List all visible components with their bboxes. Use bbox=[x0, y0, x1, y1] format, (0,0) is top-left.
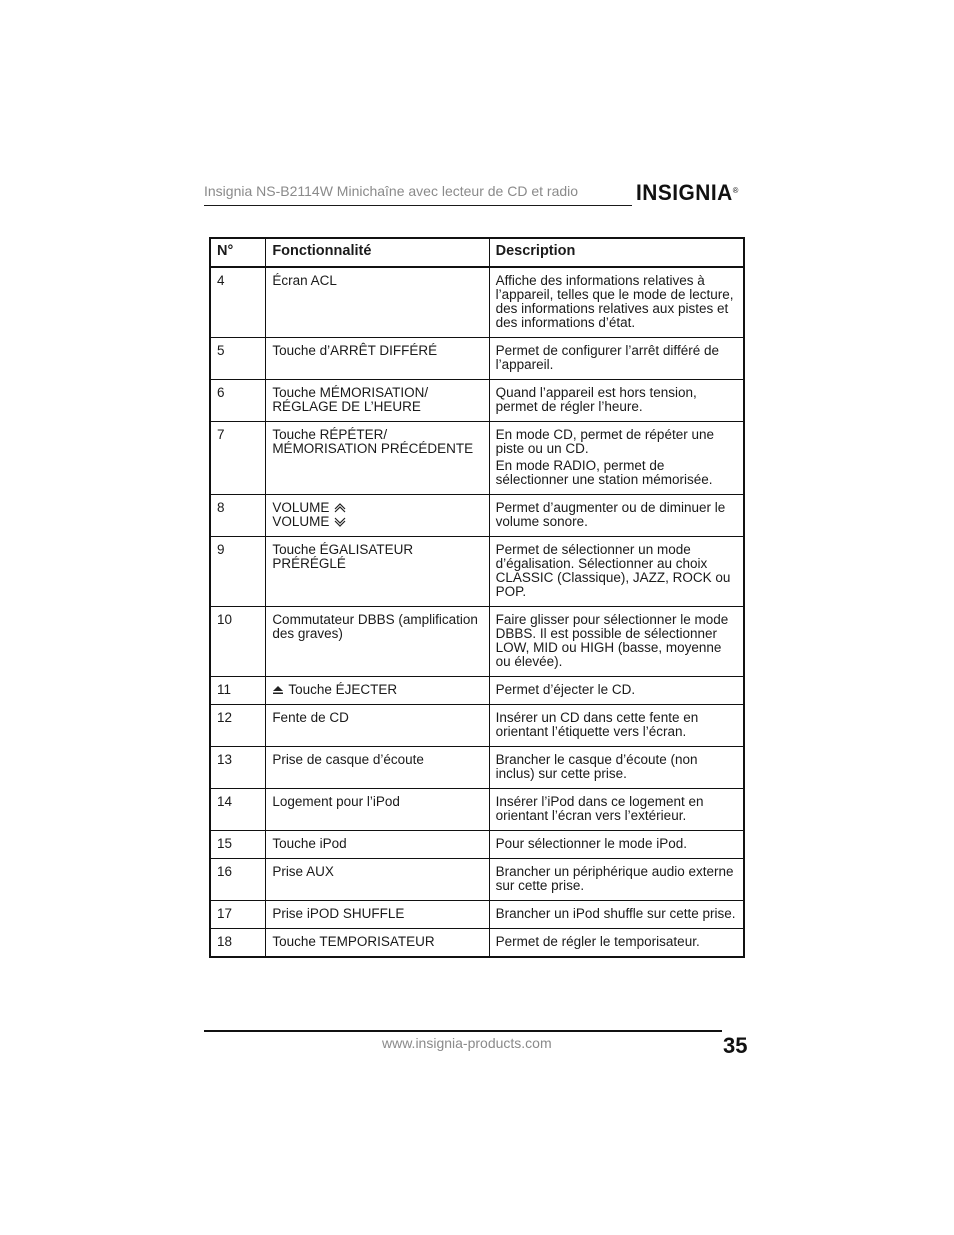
table-row bbox=[210, 705, 744, 747]
feature-line bbox=[272, 711, 483, 725]
row-number: 8 bbox=[210, 495, 266, 537]
feature-text: VOLUME bbox=[272, 514, 330, 529]
row-number: 11 bbox=[210, 677, 266, 705]
row-description bbox=[489, 537, 744, 607]
footer-url: www.insignia-products.com bbox=[382, 1035, 552, 1051]
table-header-row bbox=[210, 238, 744, 267]
table-row bbox=[210, 677, 744, 705]
row-number: 15 bbox=[210, 831, 266, 859]
description-paragraph: Brancher un iPod shuffle sur cette prise. bbox=[495, 906, 736, 921]
feature-line bbox=[272, 543, 483, 571]
feature-text: Prise de casque d’écoute bbox=[272, 752, 424, 767]
row-description bbox=[489, 380, 744, 422]
row-description bbox=[489, 495, 744, 537]
row-number: 4 bbox=[210, 267, 266, 338]
row-feature bbox=[266, 831, 489, 859]
row-feature bbox=[266, 901, 489, 929]
row-feature bbox=[266, 380, 489, 422]
page-number: 35 bbox=[723, 1033, 748, 1058]
row-feature bbox=[266, 422, 489, 495]
feature-text: Touche RÉPÉTER/ MÉMORISATION PRÉCÉDENTE bbox=[272, 427, 474, 456]
feature-text: Touche MÉMORISATION/ RÉGLAGE DE L’HEURE bbox=[272, 385, 429, 414]
feature-line bbox=[272, 613, 483, 641]
feature-line bbox=[272, 907, 483, 921]
row-feature bbox=[266, 705, 489, 747]
feature-line bbox=[272, 274, 483, 288]
row-description bbox=[489, 747, 744, 789]
feature-text: Fente de CD bbox=[272, 710, 349, 725]
logo-registered-mark: ® bbox=[732, 186, 739, 195]
row-description bbox=[489, 831, 744, 859]
row-feature bbox=[266, 495, 489, 537]
row-description bbox=[489, 677, 744, 705]
header-title: Insignia NS-B2114W Minichaîne avec lecteur de CD et radio bbox=[204, 183, 579, 199]
logo-text: INSIGNIA bbox=[636, 180, 733, 205]
feature-line bbox=[272, 865, 483, 879]
description-paragraph: Affiche des informations relatives à l’appareil, telles que le mode de lecture, des informations relatives aux pistes et des informations d’état. bbox=[495, 273, 734, 330]
column-header-description: Description bbox=[489, 238, 744, 267]
volume-up-icon bbox=[333, 502, 347, 514]
feature-line bbox=[272, 501, 483, 515]
description-paragraph: Brancher le casque d’écoute (non inclus) sur cette prise. bbox=[495, 752, 698, 781]
table-row bbox=[210, 859, 744, 901]
table-row bbox=[210, 267, 744, 338]
feature-text: Touche ÉJECTER bbox=[288, 682, 398, 697]
description-paragraph: Pour sélectionner le mode iPod. bbox=[495, 836, 687, 851]
feature-text: Écran ACL bbox=[272, 273, 337, 288]
row-feature bbox=[266, 607, 489, 677]
table-row bbox=[210, 789, 744, 831]
row-description bbox=[489, 929, 744, 958]
feature-line bbox=[272, 795, 483, 809]
header-divider bbox=[204, 205, 632, 206]
row-description bbox=[489, 859, 744, 901]
row-description bbox=[489, 267, 744, 338]
eject-icon bbox=[272, 685, 284, 695]
description-paragraph: Insérer l’iPod dans ce logement en orientant l’écran vers l’extérieur. bbox=[495, 794, 704, 823]
row-number: 7 bbox=[210, 422, 266, 495]
table-row bbox=[210, 338, 744, 380]
row-number: 14 bbox=[210, 789, 266, 831]
row-description bbox=[489, 789, 744, 831]
feature-line bbox=[272, 837, 483, 851]
description-paragraph: Permet de sélectionner un mode d’égalisation. Sélectionner au choix CLASSIC (Classique), JAZZ, ROCK ou POP. bbox=[495, 542, 731, 599]
row-feature bbox=[266, 677, 489, 705]
feature-text: Logement pour l’iPod bbox=[272, 794, 400, 809]
description-paragraph: Permet d’éjecter le CD. bbox=[495, 682, 636, 697]
table-row bbox=[210, 537, 744, 607]
row-feature bbox=[266, 338, 489, 380]
feature-line bbox=[272, 515, 483, 529]
description-paragraph: En mode CD, permet de répéter une piste ou un CD. bbox=[495, 427, 714, 456]
table-row bbox=[210, 901, 744, 929]
table-row bbox=[210, 380, 744, 422]
feature-line bbox=[272, 683, 483, 697]
volume-down-icon bbox=[333, 516, 347, 528]
description-paragraph: Faire glisser pour sélectionner le mode DBBS. Il est possible de sélectionner LOW, MID ou HIGH (basse, moyenne ou élevée). bbox=[495, 612, 729, 669]
row-feature bbox=[266, 859, 489, 901]
row-number: 10 bbox=[210, 607, 266, 677]
table-row bbox=[210, 607, 744, 677]
row-description bbox=[489, 338, 744, 380]
table-row bbox=[210, 929, 744, 958]
insignia-logo bbox=[636, 178, 748, 208]
row-description bbox=[489, 422, 744, 495]
row-feature bbox=[266, 747, 489, 789]
description-paragraph: Permet de configurer l’arrêt différé de l’appareil. bbox=[495, 343, 719, 372]
row-number: 16 bbox=[210, 859, 266, 901]
feature-text: Commutateur DBBS (amplification des graves) bbox=[272, 612, 478, 641]
row-number: 18 bbox=[210, 929, 266, 958]
row-description bbox=[489, 901, 744, 929]
feature-text: Touche d’ARRÊT DIFFÉRÉ bbox=[272, 343, 438, 358]
row-number: 6 bbox=[210, 380, 266, 422]
feature-line bbox=[272, 344, 483, 358]
feature-text: Prise AUX bbox=[272, 864, 334, 879]
feature-text: Touche iPod bbox=[272, 836, 347, 851]
row-number: 12 bbox=[210, 705, 266, 747]
row-number: 13 bbox=[210, 747, 266, 789]
row-number: 5 bbox=[210, 338, 266, 380]
column-header-feature: Fonctionnalité bbox=[266, 238, 489, 267]
feature-line bbox=[272, 935, 483, 949]
row-number: 9 bbox=[210, 537, 266, 607]
feature-text: Prise iPOD SHUFFLE bbox=[272, 906, 405, 921]
row-feature bbox=[266, 789, 489, 831]
row-feature bbox=[266, 267, 489, 338]
description-paragraph: Brancher un périphérique audio externe sur cette prise. bbox=[495, 864, 734, 893]
table-body bbox=[210, 267, 744, 957]
table-row bbox=[210, 831, 744, 859]
feature-line bbox=[272, 753, 483, 767]
row-feature bbox=[266, 929, 489, 958]
feature-text: VOLUME bbox=[272, 500, 330, 515]
page-header bbox=[204, 178, 752, 208]
description-paragraph: Quand l’appareil est hors tension, permet de régler l’heure. bbox=[495, 385, 697, 414]
table-row bbox=[210, 422, 744, 495]
row-description bbox=[489, 607, 744, 677]
column-header-num: N° bbox=[210, 238, 266, 267]
feature-text: Touche TEMPORISATEUR bbox=[272, 934, 435, 949]
row-feature bbox=[266, 537, 489, 607]
row-number: 17 bbox=[210, 901, 266, 929]
feature-line bbox=[272, 386, 483, 414]
description-paragraph: Insérer un CD dans cette fente en orientant l’étiquette vers l’écran. bbox=[495, 710, 699, 739]
features-table bbox=[209, 237, 745, 958]
description-paragraph: En mode RADIO, permet de sélectionner une station mémorisée. bbox=[495, 458, 713, 487]
description-paragraph: Permet de régler le temporisateur. bbox=[495, 934, 700, 949]
table-row bbox=[210, 747, 744, 789]
feature-text: Touche ÉGALISATEUR PRÉRÉGLÉ bbox=[272, 542, 414, 571]
footer-divider bbox=[204, 1030, 722, 1032]
row-description bbox=[489, 705, 744, 747]
description-paragraph: Permet d’augmenter ou de diminuer le volume sonore. bbox=[495, 500, 726, 529]
table-row bbox=[210, 495, 744, 537]
feature-line bbox=[272, 428, 483, 456]
